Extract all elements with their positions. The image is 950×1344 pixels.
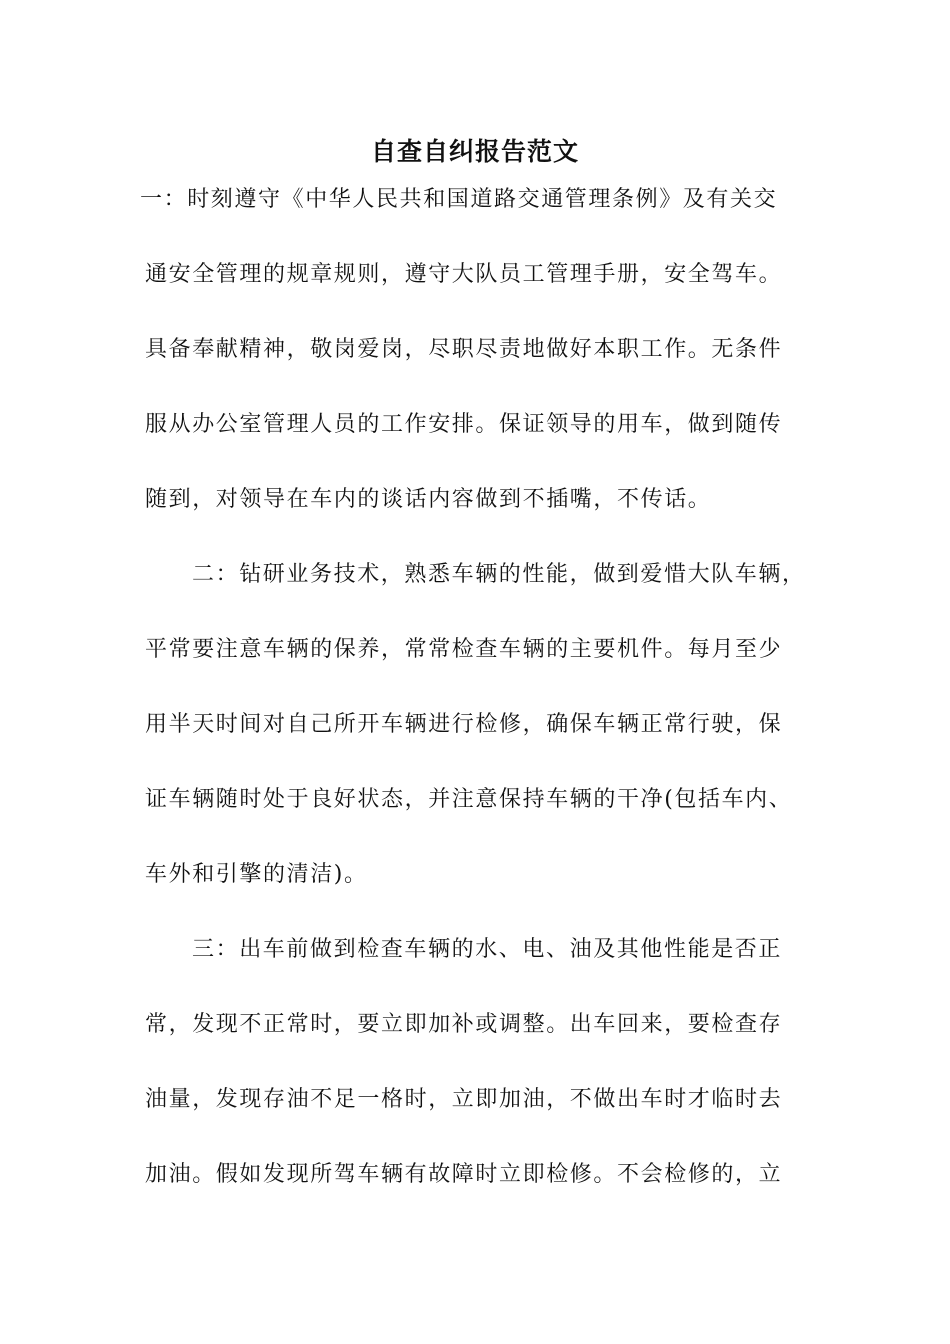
body-line: 用半天时间对自己所开车辆进行检修，确保车辆正常行驶，保 xyxy=(145,712,783,737)
body-line: 常，发现不正常时，要立即加补或调整。出车回来，要检查存 xyxy=(145,1012,783,1037)
body-line: 服从办公室管理人员的工作安排。保证领导的用车，做到随传 xyxy=(145,412,783,437)
body-line: 证车辆随时处于良好状态，并注意保持车辆的干净(包括车内、 xyxy=(145,787,793,812)
body-line: 车外和引擎的清洁)。 xyxy=(145,862,368,887)
body-line: 通安全管理的规章规则，遵守大队员工管理手册，安全驾车。 xyxy=(145,262,783,287)
body-line: 二：钻研业务技术，熟悉车辆的性能，做到爱惜大队车辆， xyxy=(192,562,806,587)
document-title: 自查自纠报告范文 xyxy=(370,137,579,166)
body-line: 随到，对领导在车内的谈话内容做到不插嘴，不传话。 xyxy=(145,487,712,512)
body-line: 三：出车前做到检查车辆的水、电、油及其他性能是否正 xyxy=(192,937,783,962)
body-line: 一：时刻遵守《中华人民共和国道路交通管理条例》及有关交 xyxy=(140,187,778,212)
body-line: 油量，发现存油不足一格时，立即加油，不做出车时才临时去 xyxy=(145,1087,783,1112)
body-line: 加油。假如发现所驾车辆有故障时立即检修。不会检修的，立 xyxy=(145,1162,783,1187)
body-line: 平常要注意车辆的保养，常常检查车辆的主要机件。每月至少 xyxy=(145,637,783,662)
body-line: 具备奉献精神，敬岗爱岗，尽职尽责地做好本职工作。无条件 xyxy=(145,337,783,362)
